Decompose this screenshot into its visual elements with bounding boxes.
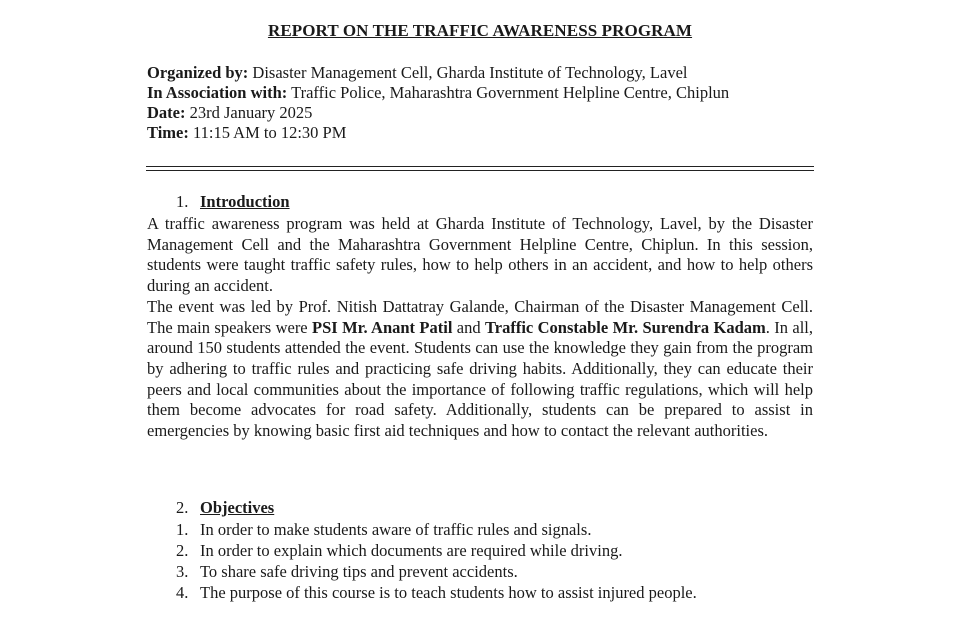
objective-item [176, 520, 697, 541]
objective-text: The purpose of this course is to teach students how to assist injured people. [200, 582, 697, 602]
objective-item [176, 541, 697, 562]
date-line [147, 103, 729, 123]
association-label: In Association with: [147, 83, 288, 102]
objective-item [176, 583, 697, 604]
speaker-1: PSI Mr. Anant Patil [312, 317, 453, 337]
and-text: and [452, 317, 485, 337]
objective-text: In order to make students aware of traffic rules and signals. [200, 520, 592, 539]
organized-by-value: Disaster Management Cell, Gharda Institute of Technology, Lavel [248, 63, 688, 82]
introduction-heading [176, 192, 290, 212]
objective-item [176, 562, 697, 583]
paragraph-2-end: . In all, around 150 students attended the event. Students can use the knowledge they gain from the program by adhering to traffic rules and practicing safe driving habits. Additionally, they can educate their peers and local communities about the importance of following traffic regulations, which will help them become advocates for road safety. Additionally, students can be prepared to assist in emergencies by knowing basic first aid techniques and how to contact the relevant authorities. [147, 317, 813, 441]
paragraph-2-start: The event was led by Prof. Nitish Dattatray Galande, Chairman of the Disaster Management Cell. The main speakers were [147, 296, 813, 337]
organized-by-line [147, 63, 729, 83]
association-line [147, 83, 729, 103]
objectives-heading-label: Objectives [200, 498, 275, 517]
date-value: 23rd January 2025 [185, 103, 313, 122]
double-divider [146, 166, 814, 171]
objective-number: 1. [176, 520, 189, 539]
event-details [147, 63, 729, 143]
introduction-body [147, 214, 813, 442]
objective-number: 3. [176, 561, 189, 581]
time-line [147, 123, 729, 143]
date-label: Date: [147, 103, 186, 122]
objective-number: 4. [176, 582, 189, 602]
introduction-paragraph-1: A traffic awareness program was held at Gharda Institute of Technology, Lavel, by the Disaster Management Cell and the Maharashtra Government Helpline Centre, Chiplun. In this session, students were taught traffic safety rules, how to help others in an accident, and how to help others during an accident. [147, 214, 813, 296]
objective-text: In order to explain which documents are required while driving. [200, 540, 623, 560]
introduction-paragraph-2 [147, 297, 813, 442]
time-label: Time: [147, 123, 189, 142]
speaker-2: Traffic Constable Mr. Surendra Kadam [485, 317, 766, 337]
organized-by-label: Organized by: [147, 63, 249, 82]
introduction-number: 1. [176, 192, 189, 211]
association-value: Traffic Police, Maharashtra Government Helpline Centre, Chiplun [287, 83, 730, 102]
objectives-number: 2. [176, 498, 189, 517]
introduction-heading-label: Introduction [200, 192, 290, 211]
objectives-heading [176, 498, 274, 518]
report-title: REPORT ON THE TRAFFIC AWARENESS PROGRAM [267, 21, 693, 40]
objective-number: 2. [176, 540, 189, 560]
objectives-list [176, 520, 697, 604]
time-value: 11:15 AM to 12:30 PM [188, 123, 347, 142]
objective-text: To share safe driving tips and prevent accidents. [200, 561, 518, 581]
